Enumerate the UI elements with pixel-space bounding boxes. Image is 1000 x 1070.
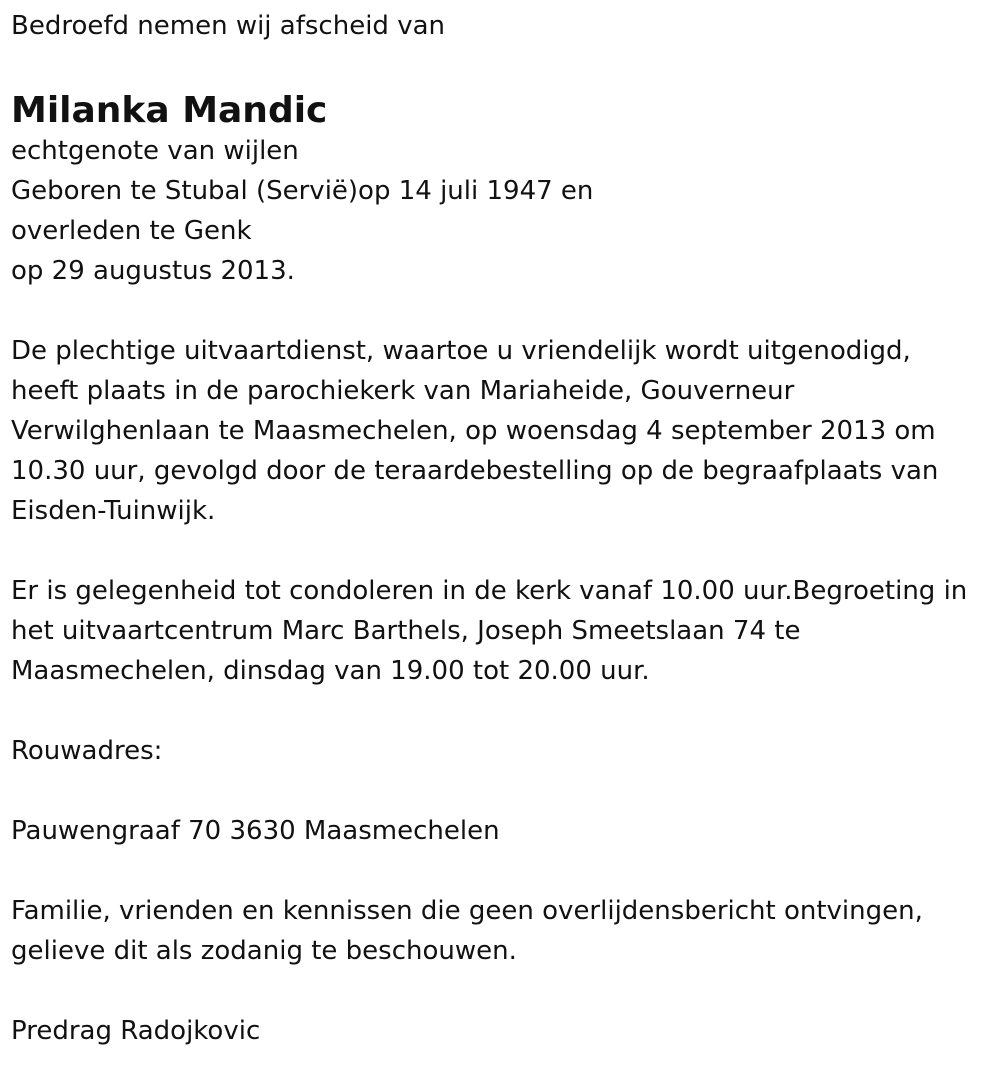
notice-paragraph (11, 891, 996, 971)
condolences-paragraph (11, 571, 996, 691)
funeral-service-paragraph (11, 331, 996, 531)
detail-line: echtgenote van wijlen (11, 136, 299, 166)
signature-block (11, 1011, 996, 1051)
service-line: Eisden-Tuinwijk. (11, 496, 216, 526)
obituary-notice (11, 0, 996, 1051)
detail-line: overleden te Genk (11, 216, 252, 246)
mourning-address-label-block (11, 731, 996, 771)
mourning-address-label: Rouwadres: (11, 736, 163, 766)
condolences-line: Er is gelegenheid tot condoleren in de kerk vanaf 10.00 uur.Begroeting in (11, 576, 968, 606)
signature: Predrag Radojkovic (11, 1016, 261, 1046)
service-line: De plechtige uitvaartdienst, waartoe u vriendelijk wordt uitgenodigd, (11, 336, 911, 366)
notice-line: gelieve dit als zodanig te beschouwen. (11, 936, 517, 966)
deceased-name: Milanka Mandic (11, 90, 328, 131)
condolences-line: het uitvaartcentrum Marc Barthels, Joseph Smeetslaan 74 te (11, 616, 801, 646)
detail-line: op 29 augustus 2013. (11, 256, 295, 286)
service-line: 10.30 uur, gevolgd door de teraardebestelling op de begraafplaats van (11, 456, 939, 486)
mourning-address-block (11, 811, 996, 851)
condolences-line: Maasmechelen, dinsdag van 19.00 tot 20.00 uur. (11, 656, 650, 686)
mourning-address: Pauwengraaf 70 3630 Maasmechelen (11, 816, 500, 846)
intro-text: Bedroefd nemen wij afscheid van (11, 11, 445, 41)
deceased-details (11, 131, 996, 291)
detail-line: Geboren te Stubal (Servië)op 14 juli 1947 en (11, 176, 594, 206)
notice-line: Familie, vrienden en kennissen die geen overlijdensbericht ontvingen, (11, 896, 923, 926)
service-line: heeft plaats in de parochiekerk van Mariaheide, Gouverneur (11, 376, 795, 406)
service-line: Verwilghenlaan te Maasmechelen, op woensdag 4 september 2013 om (11, 416, 936, 446)
